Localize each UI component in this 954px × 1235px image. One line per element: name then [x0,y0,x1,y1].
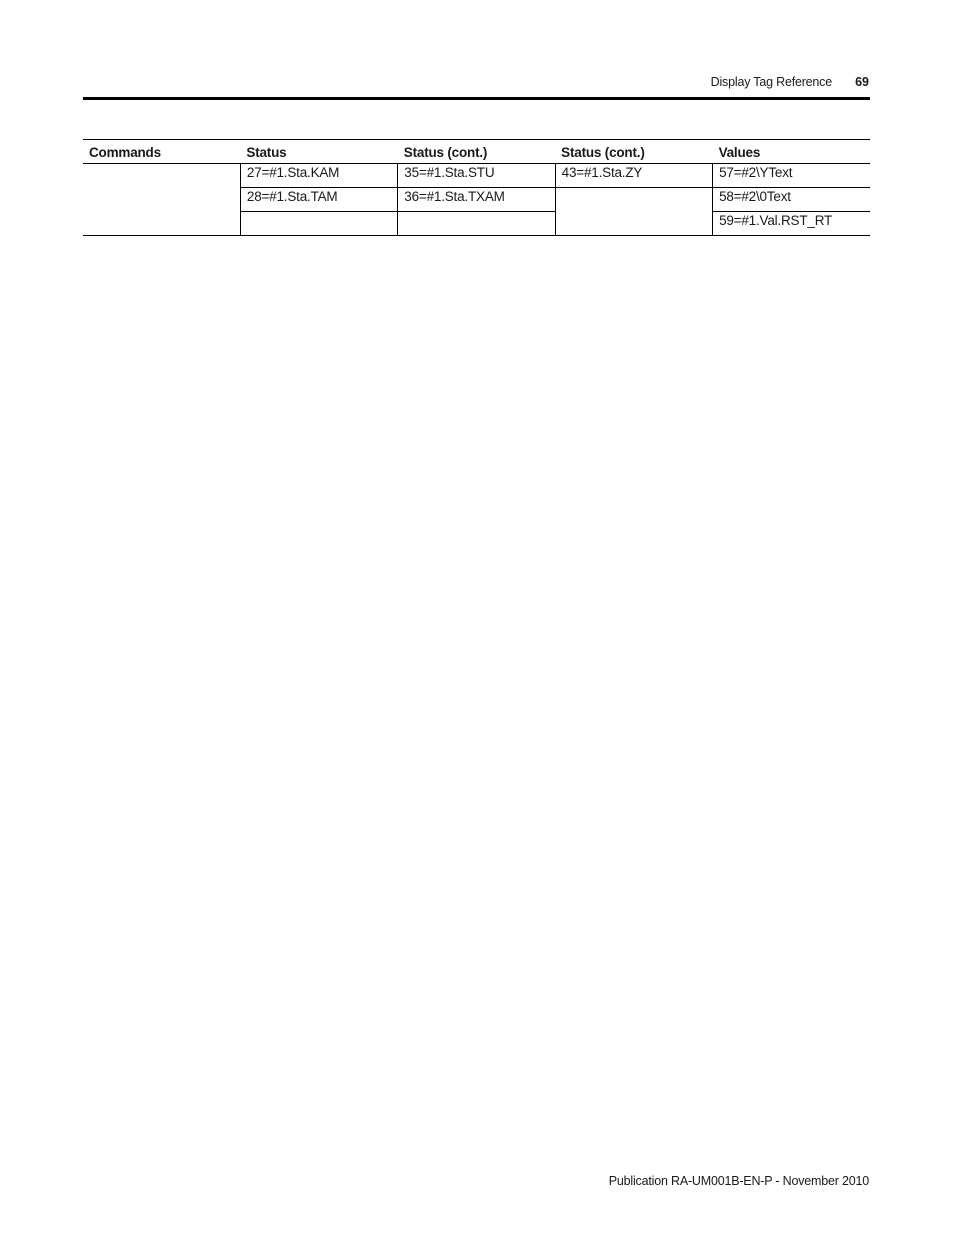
table-cell-commands [83,164,240,236]
header-rule [83,97,870,100]
table-cell [398,212,555,236]
table-cell: 36=#1.Sta.TXAM [398,188,555,212]
table-cell: 27=#1.Sta.KAM [240,164,397,188]
page-number: 69 [855,75,869,89]
column-header-status-cont-2: Status (cont.) [555,140,712,164]
publication-footer: Publication RA-UM001B-EN-P - November 2010 [608,1174,869,1188]
column-header-status: Status [240,140,397,164]
column-header-status-cont-1: Status (cont.) [398,140,555,164]
column-header-values: Values [713,140,870,164]
section-title: Display Tag Reference [710,75,832,89]
table-cell [555,188,712,236]
table-cell: 28=#1.Sta.TAM [240,188,397,212]
column-header-commands: Commands [83,140,240,164]
table-cell: 57=#2\YText [713,164,870,188]
table-cell: 35=#1.Sta.STU [398,164,555,188]
table-cell: 43=#1.Sta.ZY [555,164,712,188]
table-cell: 59=#1.Val.RST_RT [713,212,870,236]
table-header-row [83,140,870,164]
table-cell: 58=#2\0Text [713,188,870,212]
page-header [83,72,870,92]
display-tag-table [83,139,870,236]
table-row [83,164,870,188]
table-cell [240,212,397,236]
